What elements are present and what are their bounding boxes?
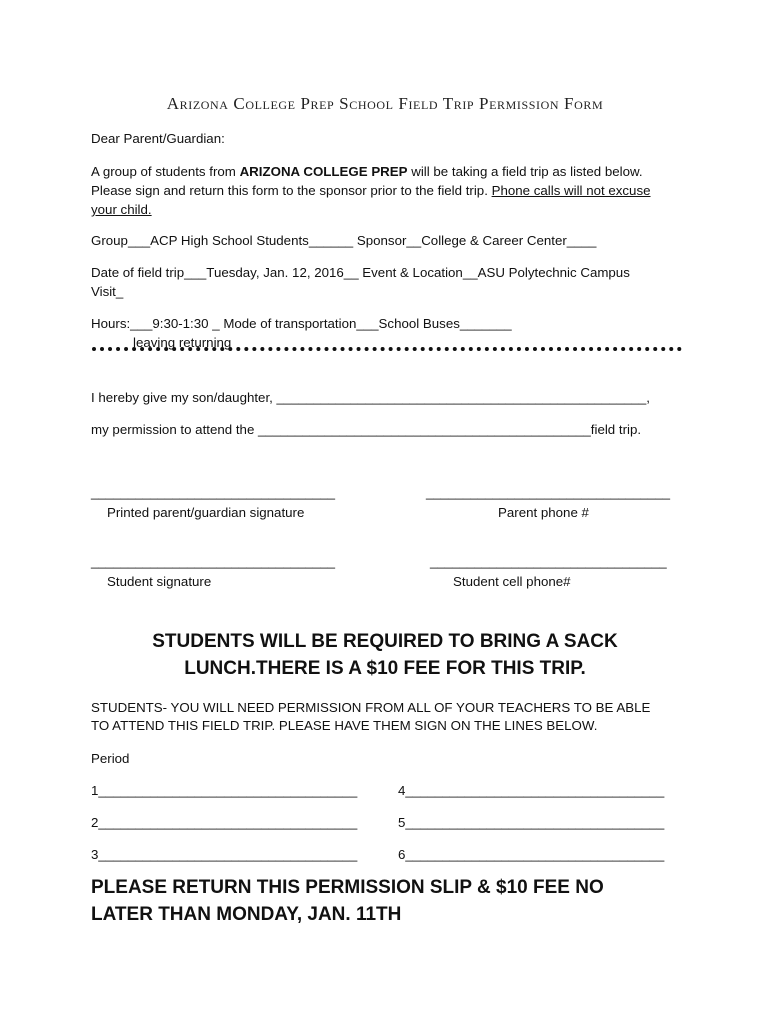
intro-line-1	[91, 162, 643, 181]
period-1-field[interactable]: 1___________________________________	[91, 783, 358, 798]
intro-line-2	[91, 181, 651, 200]
intro-line-3: your child.	[91, 202, 152, 217]
intro-pre: A group of students from	[91, 164, 240, 179]
student-cell-field[interactable]: ________________________________	[430, 554, 667, 569]
parent-phone-label: Parent phone #	[498, 505, 589, 520]
teacher-permission-note-2: TO ATTEND THIS FIELD TRIP. PLEASE HAVE THEM SIGN ON THE LINES BELOW.	[91, 718, 598, 733]
hours-transport-line: Hours:___9:30-1:30 _ Mode of transportation___School Buses_______	[91, 316, 512, 331]
period-3-field[interactable]: 3___________________________________	[91, 847, 358, 862]
period-6-field[interactable]: 6___________________________________	[398, 847, 665, 862]
dotted-divider	[92, 347, 682, 351]
parent-signature-label: Printed parent/guardian signature	[107, 505, 305, 520]
sack-lunch-notice-1: STUDENTS WILL BE REQUIRED TO BRING A SACK	[152, 631, 618, 652]
return-deadline-1: PLEASE RETURN THIS PERMISSION SLIP & $10 FEE NO	[91, 877, 604, 898]
permission-event-line[interactable]: my permission to attend the _____________________________________________field trip.	[91, 422, 642, 437]
sack-lunch-notice-2: LUNCH.THERE IS A $10 FEE FOR THIS TRIP.	[184, 658, 586, 679]
period-2-field[interactable]: 2___________________________________	[91, 815, 358, 830]
intro-post: will be taking a field trip as listed below.	[407, 164, 643, 179]
form-title: Arizona College Prep School Field Trip Permission Form	[166, 94, 604, 113]
permission-child-line[interactable]: I hereby give my son/daughter, __________________________________________________,	[91, 390, 650, 405]
teacher-permission-note-1: STUDENTS- YOU WILL NEED PERMISSION FROM ALL OF YOUR TEACHERS TO BE ABLE	[91, 700, 651, 715]
intro-line2-text: Please sign and return this form to the sponsor prior to the field trip.	[91, 183, 492, 198]
period-4-field[interactable]: 4___________________________________	[398, 783, 665, 798]
intro-phone-warning: Phone calls will not excuse	[491, 183, 651, 198]
group-sponsor-line: Group___ACP High School Students______ Sponsor__College & Career Center____	[91, 233, 597, 248]
intro-school-name: ARIZONA COLLEGE PREP	[239, 164, 408, 179]
salutation: Dear Parent/Guardian:	[91, 131, 225, 146]
student-cell-label: Student cell phone#	[453, 574, 571, 589]
period-5-field[interactable]: 5___________________________________	[398, 815, 665, 830]
student-signature-field[interactable]: _________________________________	[91, 554, 336, 569]
hours-sub-label: leaving returning	[133, 335, 232, 350]
date-event-line: Date of field trip___Tuesday, Jan. 12, 2016__ Event & Location__ASU Polytechnic Campus	[91, 265, 630, 280]
return-deadline-2: LATER THAN MONDAY, JAN. 11TH	[91, 904, 402, 925]
date-event-line-2: Visit_	[91, 284, 124, 299]
student-signature-label: Student signature	[107, 574, 212, 589]
parent-phone-field[interactable]: _________________________________	[426, 485, 671, 500]
parent-signature-field[interactable]: _________________________________	[91, 485, 336, 500]
period-label: Period	[91, 751, 130, 766]
